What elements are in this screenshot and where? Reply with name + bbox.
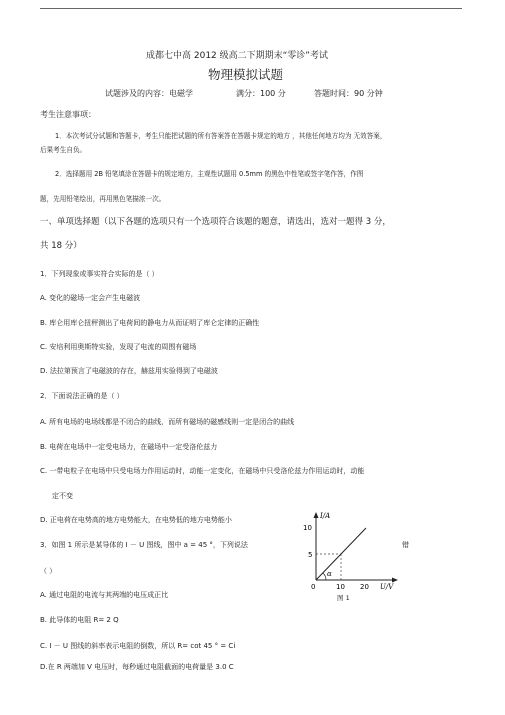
q1-option-c: C. 安培利用奥斯特实验，发现了电流的周围有磁场 (40, 343, 197, 351)
figure-caption: 图 1 (337, 594, 350, 602)
notes-item-1-cont: 后果考生自负。 (40, 146, 87, 154)
notes-item-2: 2．选择题用 2B 铅笔填涂在答题卡的规定地方，主观性试题用 0.5mm 的黑色中性笔或签字笔作答，作图 (55, 170, 364, 178)
notes-item-2-cont: 题，先用铅笔绘出，再用黑色笔描浓一次。 (40, 195, 166, 203)
iu-graph-figure (300, 508, 410, 604)
q2-option-c-cont: 定不变 (52, 492, 73, 500)
section-1-heading: 一、单项选择题（以下各题的选项只有一个选项符合该题的题意，请选出，选对一题得 3 分， (40, 217, 391, 227)
notes-item-1: 1．本次考试分试题和答题卡，考生只能把试题的所有答案答在答题卡规定的地方 ，其他任何地方均为 无效答案， (55, 132, 387, 140)
exam-title: 成都七中高 2012 级高二下期期末“零诊”考试 (146, 51, 328, 61)
section-1-heading-cont: 共 18 分） (40, 241, 82, 251)
notes-heading: 考生注意事项： (40, 110, 96, 119)
x-tick-20: 20 (360, 583, 369, 591)
q1-option-a: A. 变化的磁场一定会产生电磁波 (40, 294, 141, 302)
q2-option-d: D. 正电荷在电势高的地方电势能大，在电势低的地方电势能小 (40, 516, 232, 524)
q3-stem-cont: （ ） (40, 567, 57, 575)
x-tick-10: 10 (336, 583, 345, 591)
q3-option-b: B. 此导体的电阻 R= 2 Q (40, 616, 119, 624)
x-axis-arrow (392, 578, 398, 583)
q2-option-c: C. 一带电粒子在电场中只受电场力作用运动时，动能一定变化，在磁场中只受洛伦兹力作用运动时，动能 (40, 467, 365, 475)
exam-time: 答题时间：90 分钟 (314, 89, 383, 98)
exam-content: 试题涉及的内容：电磁学 (105, 89, 193, 98)
y-tick-10: 10 (303, 524, 312, 532)
q3-option-a: A. 通过电阻的电流与其两端的电压成正比 (40, 591, 169, 599)
exam-score: 满分：100 分 (236, 89, 286, 98)
x-tick-0: 0 (311, 583, 316, 591)
q2-option-a: A. 所有电场的电场线都是不闭合的曲线，而所有磁场的磁感线则一定是闭合的曲线 (40, 418, 295, 426)
exam-subtitle: 物理模拟试题 (208, 67, 284, 82)
q1-option-b: B. 库仑用库仑扭秤测出了电荷间的静电力从而证明了库仑定律的正确性 (40, 319, 260, 327)
angle-arc (323, 573, 326, 580)
q2-option-b: B. 电荷在电场中一定受电场力，在磁场中一定受洛伦兹力 (40, 443, 218, 451)
q3-stem-right: 错 (402, 541, 409, 549)
y-tick-5: 5 (308, 551, 313, 559)
angle-label: α (327, 570, 332, 578)
q3-stem: 3．如图 1 所示是某导体的 I － U 图线，图中 a = 45 °，下列说法 (40, 541, 248, 549)
q2-stem: 2．下面说法正确的是（ ） (40, 392, 124, 400)
q3-option-c: C. I － U 图线的斜率表示电阻的倒数，所以 R= cot 45 ° = Ci (40, 642, 236, 650)
x-axis-label: U/V (380, 583, 394, 591)
q1-stem: 1．下列现象或事实符合实际的是（ ） (40, 270, 159, 278)
y-axis-arrow (314, 512, 319, 518)
top-rule (40, 8, 462, 9)
q1-option-d: D. 法拉第预言了电磁波的存在，赫兹用实验得到了电磁波 (40, 367, 218, 375)
q3-option-d: D.在 R 两端加 V 电压时，每秒通过电阻截面的电荷量是 3.0 C (40, 663, 234, 671)
y-axis-label: I/A (320, 512, 331, 520)
